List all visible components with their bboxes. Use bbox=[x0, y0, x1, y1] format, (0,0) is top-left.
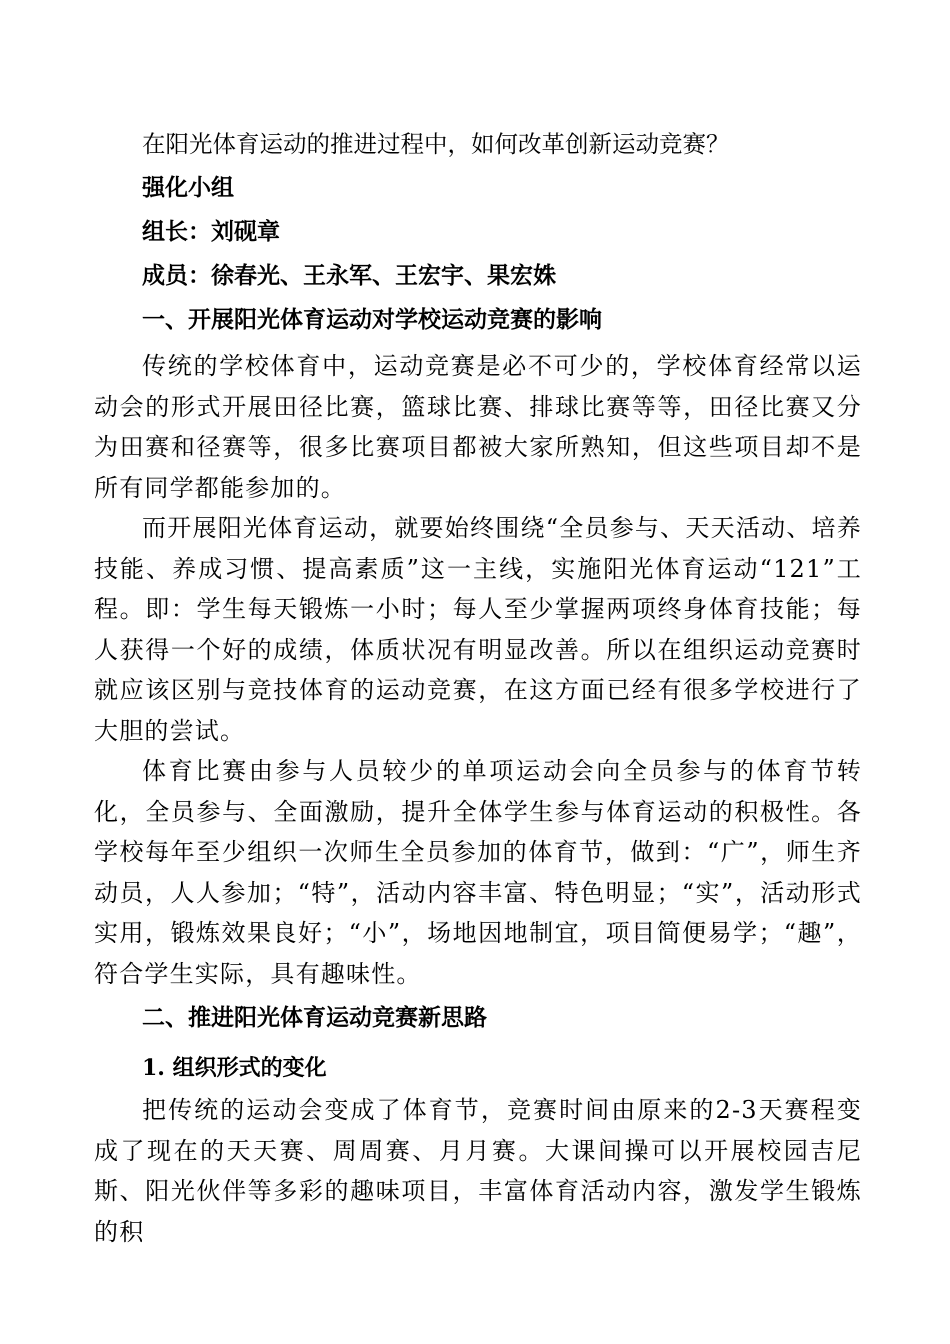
document-body bbox=[94, 122, 862, 1252]
document-title: 在阳光体育运动的推进过程中，如何改革创新运动竞赛？ bbox=[142, 130, 730, 158]
section-1-heading: 一、开展阳光体育运动对学校运动竞赛的影响 bbox=[142, 307, 602, 333]
paragraph-1: 传统的学校体育中，运动竞赛是必不可少的，学校体育经常以运动会的形式开展田径比赛，篮球比赛、排球比赛等等，田径比赛又分为田赛和径赛等，很多比赛项目都被大家所熟知，但这些项目却不是所有同学都能参加的。 bbox=[94, 352, 862, 502]
paragraph-2: 而开展阳光体育运动，就要始终围绕“全员参与、天天活动、培养技能、养成习惯、提高素质”这一主线，实施阳光体育运动“121”工程。即：学生每天锻炼一小时；每人至少掌握两项终身体育技能；每人获得一个好的成绩，体质状况有明显改善。所以在组织运动竞赛时就应该区别与竞技体育的运动竞赛，在这方面已经有很多学校进行了大胆的尝试。 bbox=[94, 514, 862, 745]
group-leader: 组长：刘砚章 bbox=[142, 218, 280, 245]
subsection-1-heading: 1. 组织形式的变化 bbox=[142, 1055, 327, 1081]
group-members: 成员：徐春光、王永军、王宏宇、果宏姝 bbox=[142, 262, 556, 289]
group-name: 强化小组 bbox=[142, 174, 234, 201]
paragraph-4: 把传统的运动会变成了体育节，竞赛时间由原来的2-3天赛程变成了现在的天天赛、周周赛、月月赛。大课间操可以开展校园吉尼斯、阳光伙伴等多彩的趣味项目，丰富体育活动内容，激发学生锻炼的积 bbox=[94, 1096, 862, 1246]
paragraph-3: 体育比赛由参与人员较少的单项运动会向全员参与的体育节转化，全员参与、全面激励，提升全体学生参与体育运动的积极性。各学校每年至少组织一次师生全员参加的体育节，做到：“广”，师生齐动员，人人参加；“特”，活动内容丰富、特色明显；“实”，活动形式实用，锻炼效果良好；“小”，场地因地制宜，项目简便易学；“趣”，符合学生实际，具有趣味性。 bbox=[94, 757, 862, 988]
section-2-heading: 二、推进阳光体育运动竞赛新思路 bbox=[142, 1005, 487, 1031]
